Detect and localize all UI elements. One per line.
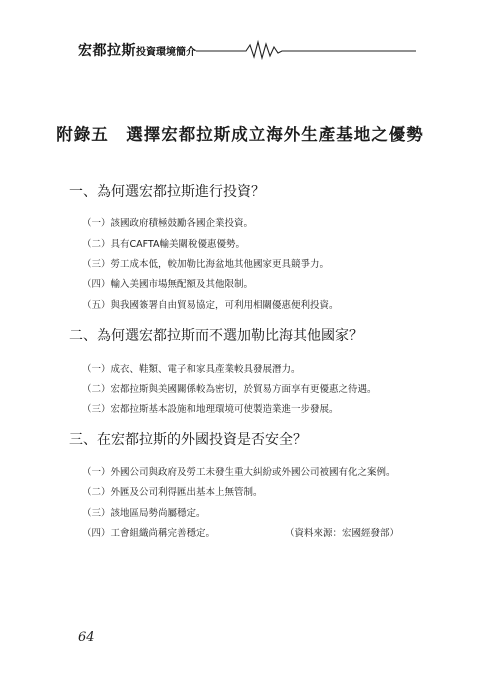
source-note: （資料來源：宏國經發部）: [285, 528, 400, 539]
section-3-item: （四）工會組織尚稱完善穩定。: [82, 528, 216, 539]
section-2-item: （三）宏都拉斯基本設施和地理環境可使製造業進一步發展。: [82, 404, 339, 415]
section-3-item: （二）外匯及公司利得匯出基本上無管制。: [82, 487, 263, 498]
page-number: 64: [78, 630, 95, 645]
section-1-item: （三）勞工成本低，較加勒比海盆地其他國家更具競爭力。: [82, 259, 330, 270]
section-3-item: （三）該地區局勢尚屬穩定。: [82, 508, 206, 519]
header-title: [78, 40, 196, 60]
section-2-item: （一）成衣、鞋類、電子和家具產業較具發展潛力。: [82, 364, 301, 375]
section-1-title: 一、為何選宏都拉斯進行投資？: [69, 184, 265, 200]
section-3-title: 三、在宏都拉斯的外國投資是否安全？: [69, 432, 307, 448]
header-title-main: 宏都拉斯: [78, 43, 136, 59]
section-3-item: （一）外國公司與政府及勞工未發生重大糾紛或外國公司被國有化之案例。: [82, 467, 396, 478]
running-header: [78, 34, 418, 64]
section-2-title: 二、為何選宏都拉斯而不選加勒比海其他國家？: [69, 328, 363, 344]
section-1-item: （一）該國政府積極鼓勵各國企業投資。: [82, 218, 254, 229]
section-1-item: （二）具有CAFTA輸美關稅優惠優勢。: [82, 239, 245, 250]
section-2-item: （二）宏都拉斯與美國關係較為密切，於貿易方面享有更優惠之待遇。: [82, 384, 377, 395]
header-title-sub: 投資環境簡介: [136, 47, 196, 58]
section-1-item: （四）輸入美國市場無配額及其他限制。: [82, 279, 254, 290]
appendix-title: 附錄五 選擇宏都拉斯成立海外生產基地之優勢: [56, 125, 424, 144]
section-1-item: （五）與我國簽署自由貿易協定，可利用相關優惠便利投資。: [82, 300, 339, 311]
